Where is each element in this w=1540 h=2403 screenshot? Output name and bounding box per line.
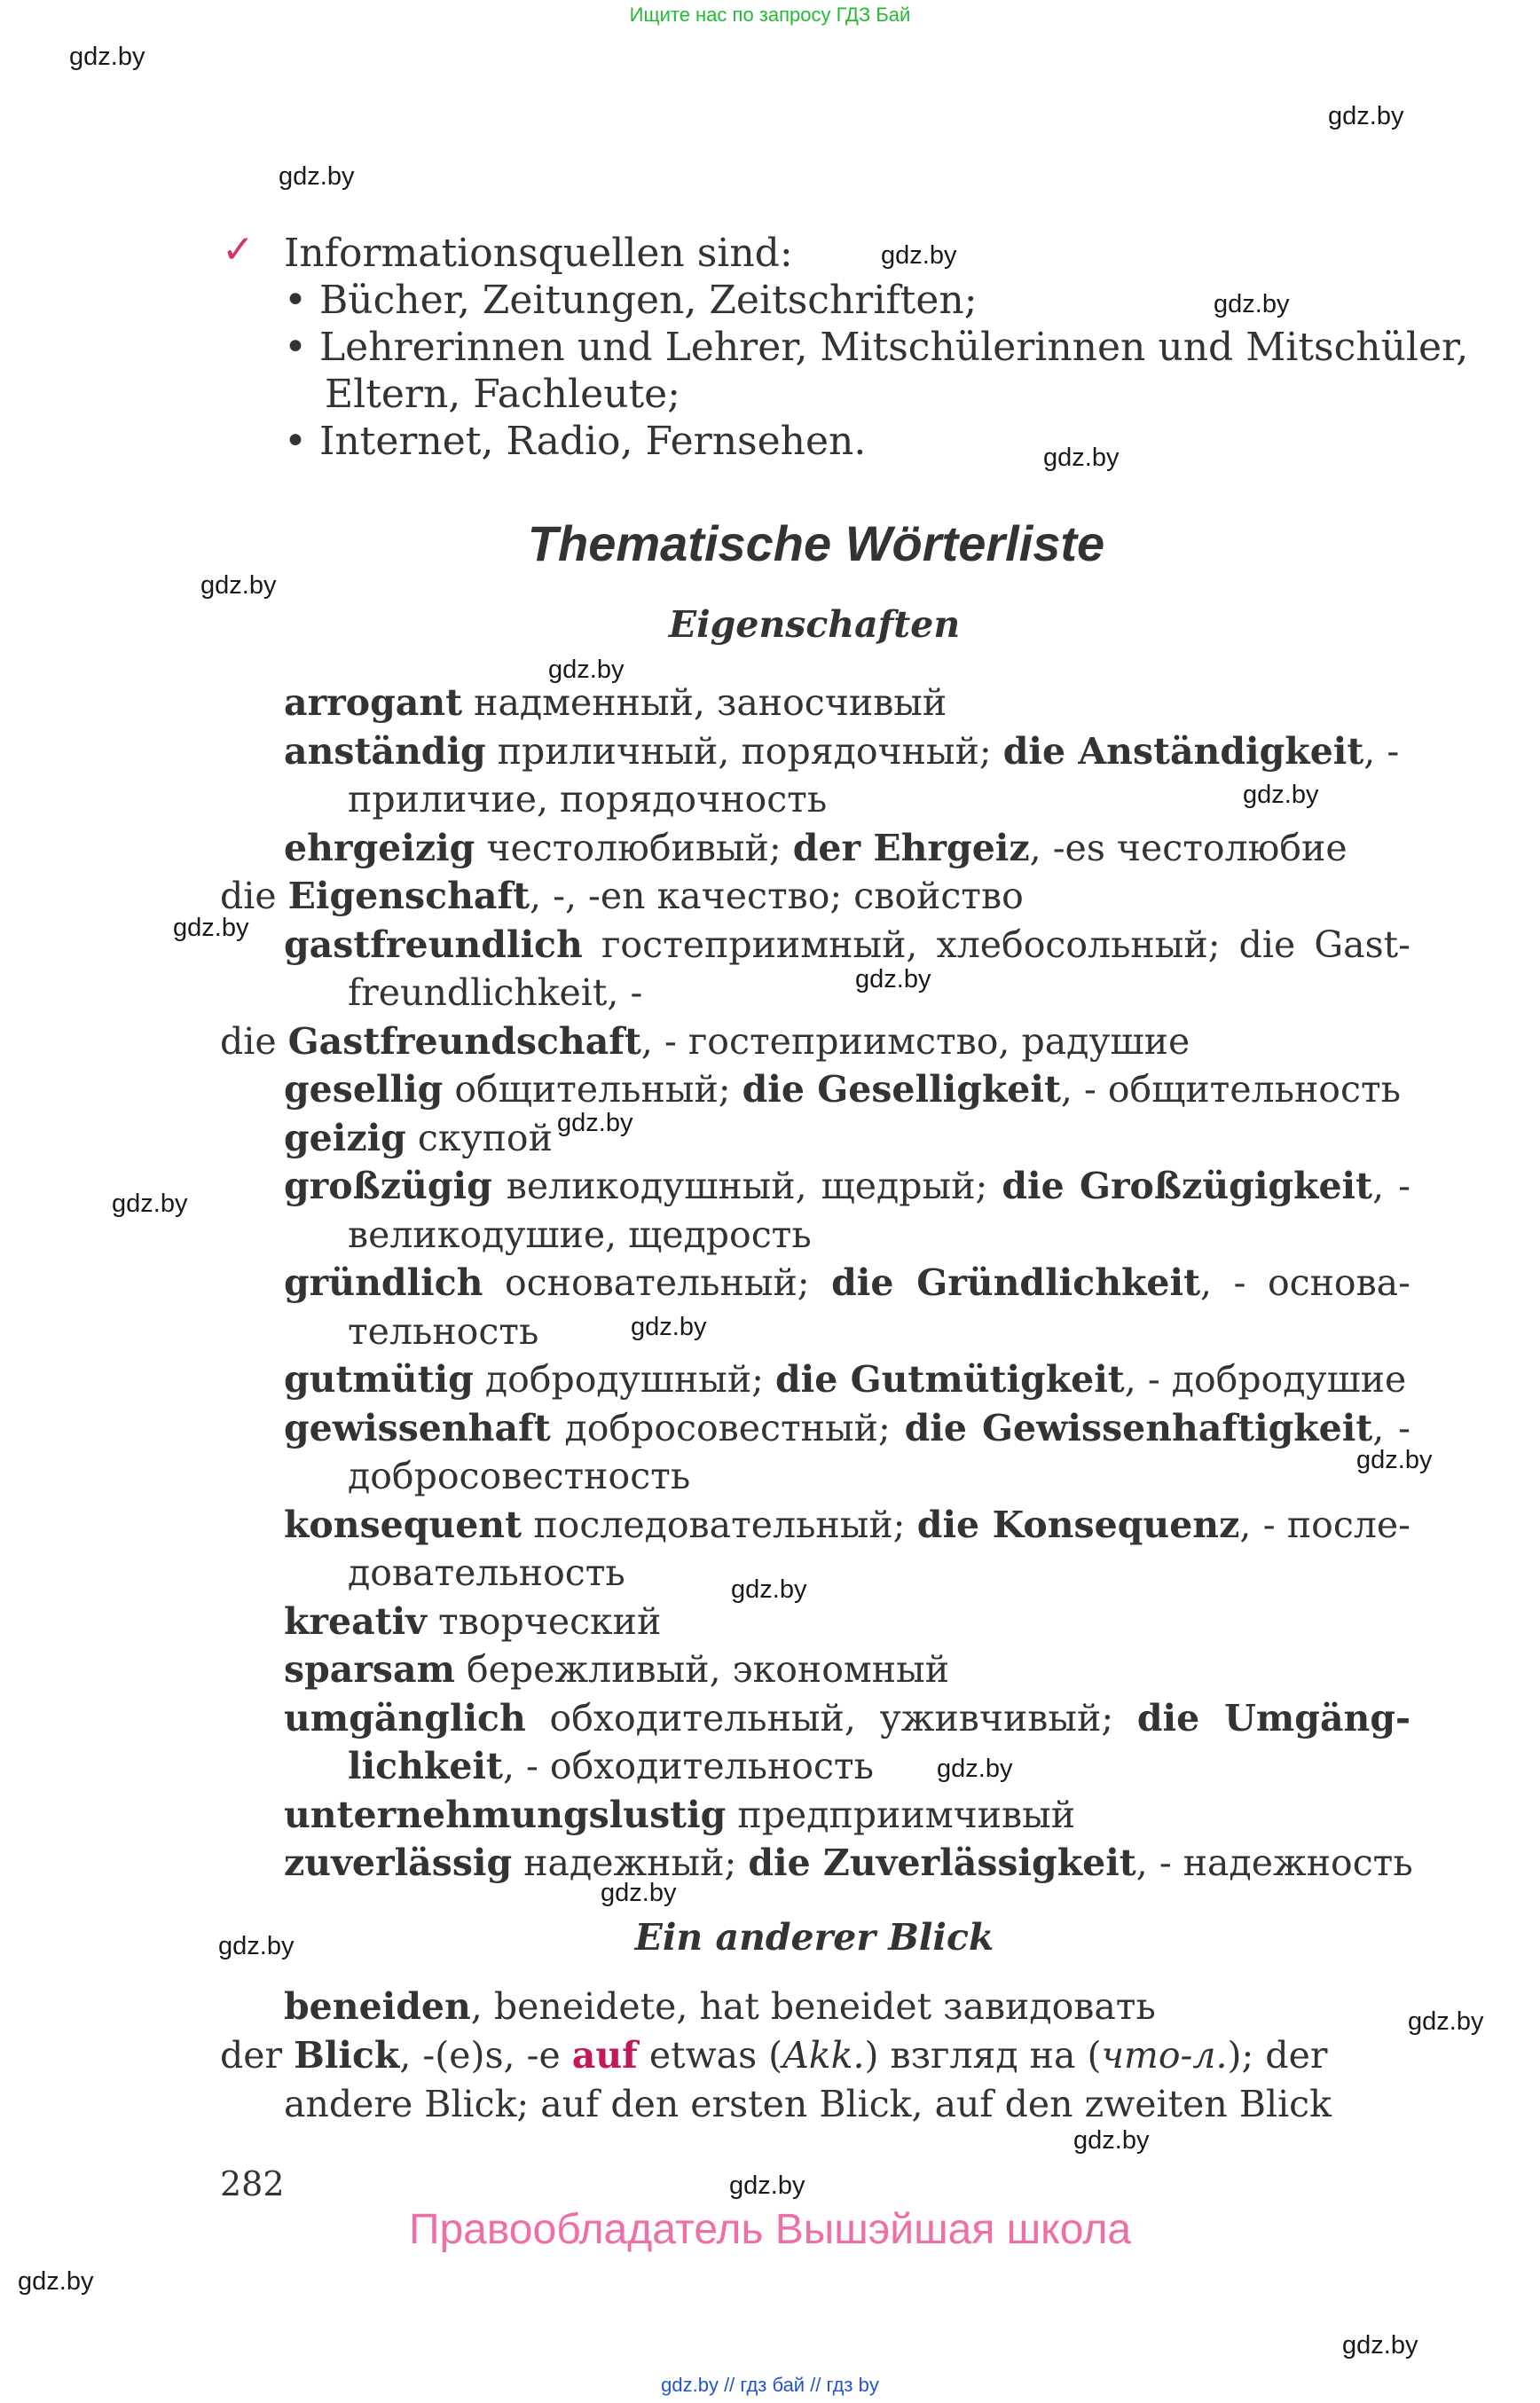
watermark: gdz.by [173, 914, 249, 942]
entry-blick [220, 2031, 1328, 2079]
headword-noun: die Zuverlässigkeit [748, 1842, 1136, 1884]
translation: общительный; [443, 1068, 742, 1111]
translation: довательность [348, 1551, 625, 1594]
entry-row [284, 1645, 949, 1693]
translation: великодушие, щедрость [348, 1213, 812, 1256]
entry-row [348, 1742, 874, 1790]
watermark: gdz.by [631, 1313, 707, 1341]
watermark: gdz.by [1342, 2331, 1418, 2360]
headword-noun: die Großzügigkeit [1002, 1165, 1373, 1207]
translation: бережливый, экономный [454, 1648, 950, 1691]
entry-row [348, 1549, 625, 1597]
translation: приличие, порядочность [348, 778, 828, 821]
text-italic: что-л. [1101, 2034, 1228, 2077]
text: etwas ( [637, 2034, 783, 2077]
entry-blick-cont: andere Blick; auf den ersten Blick, auf den zweiten Blick [284, 2083, 1332, 2125]
grammar: , - после- [1239, 1504, 1410, 1546]
translation: гостеприимный, хлебосольный; die Gast- [582, 923, 1410, 966]
entry-row [284, 1404, 1410, 1452]
headword-noun: die Anständigkeit [1002, 730, 1364, 773]
watermark: gdz.by [112, 1190, 188, 1218]
entry-row [348, 1452, 690, 1500]
headword: gewissenhaft [284, 1407, 551, 1449]
headword: arrogant [284, 681, 463, 724]
headword: lichkeit [348, 1745, 503, 1787]
entry-row [220, 872, 1024, 920]
headword: zuverlässig [284, 1842, 513, 1884]
watermark: gdz.by [1214, 290, 1290, 318]
entry-row [284, 1065, 1401, 1113]
grammar: , - надежность [1135, 1842, 1413, 1884]
grammar: , - добродушие [1124, 1358, 1407, 1401]
translation: , -, -en качество; свойство [530, 875, 1024, 917]
translation: основательный; [483, 1261, 832, 1304]
headword: gründlich [284, 1261, 483, 1304]
headword: kreativ [284, 1600, 427, 1643]
translation: добросовестность [348, 1455, 691, 1497]
translation: обходительный, уживчивый; [525, 1697, 1137, 1739]
headword: anständig [284, 730, 486, 773]
entry-row [284, 921, 1410, 969]
page-number: 282 [220, 2164, 285, 2203]
entry-row [348, 1308, 538, 1355]
entry-row [284, 727, 1399, 775]
entry-row [284, 1598, 661, 1645]
translation: надежный; [512, 1842, 749, 1884]
translation: тельность [348, 1310, 539, 1353]
watermark: gdz.by [729, 2171, 805, 2200]
watermark: gdz.by [731, 1575, 807, 1604]
footer-copyright: Правообладатель Вышэйшая школа [408, 2206, 1132, 2253]
checkmark-icon: ✓ [222, 227, 255, 272]
headword: beneiden [284, 1985, 471, 2028]
entry-row [284, 824, 1348, 872]
section-heading-eigenschaften: Eigenschaften [668, 603, 961, 646]
translation: , - обходительность [502, 1745, 874, 1787]
case-label: Akk. [782, 2034, 865, 2077]
entry-row [220, 1017, 1190, 1065]
entry-row [348, 1211, 812, 1259]
grammar: , - основа- [1200, 1261, 1410, 1304]
watermark: gdz.by [601, 1879, 677, 1907]
article: der [220, 2034, 295, 2077]
grammar: , - [1372, 1165, 1410, 1207]
headword: sparsam [284, 1648, 455, 1691]
headword: unternehmungslustig [284, 1794, 727, 1836]
headword: konsequent [284, 1504, 522, 1546]
translation: , beneidete, hat beneidet завидовать [470, 1985, 1156, 2028]
headword: gutmütig [284, 1358, 474, 1401]
headword: Gastfreundschaft [287, 1020, 641, 1063]
watermark: gdz.by [548, 656, 625, 684]
top-banner[interactable]: Ищите нас по запросу ГДЗ Бай [629, 4, 911, 26]
translation: добродушный; [473, 1358, 775, 1401]
info-item: • Internet, Radio, Fernsehen. [284, 419, 867, 464]
watermark: gdz.by [1243, 781, 1319, 809]
watermark: gdz.by [279, 162, 355, 191]
watermark: gdz.by [855, 965, 931, 993]
entry-row [284, 1791, 1075, 1839]
watermark: gdz.by [1043, 444, 1120, 472]
watermark: gdz.by [1408, 2007, 1484, 2036]
watermark: gdz.by [1073, 2126, 1150, 2155]
translation: честолюбивый; [475, 827, 793, 869]
translation: добросовестный; [550, 1407, 905, 1449]
article: die [220, 875, 288, 917]
headword-noun: der Ehrgeiz [792, 827, 1030, 869]
translation: , - гостеприимство, радушие [640, 1020, 1190, 1063]
translation: скупой [405, 1117, 553, 1159]
grammar: , - [1363, 730, 1400, 773]
text: ); der [1227, 2034, 1328, 2077]
headword: großzügig [284, 1165, 492, 1207]
headword-noun: die Gründlichkeit [831, 1261, 1201, 1304]
watermark: gdz.by [218, 1932, 295, 1960]
entry-row [284, 1114, 553, 1162]
grammar: , -(e)s, -e [399, 2034, 572, 2077]
watermark: gdz.by [881, 241, 957, 270]
translation: великодушный, щедрый; [491, 1165, 1002, 1207]
headword: ehrgeizig [284, 827, 475, 869]
entry-row [284, 1694, 1410, 1742]
entry-row [284, 679, 947, 726]
info-item: • Lehrerinnen und Lehrer, Mitschülerinnen und Mitschüler, [284, 325, 1469, 370]
section-heading-blick: Ein anderer Blick [634, 1916, 994, 1959]
entry-row [284, 1259, 1410, 1307]
entry-row [284, 1162, 1410, 1210]
watermark: gdz.by [937, 1755, 1013, 1783]
watermark: gdz.by [557, 1109, 633, 1137]
headword: geizig [284, 1117, 406, 1159]
headword: gesellig [284, 1068, 444, 1111]
headword-noun: die Gutmütigkeit [775, 1358, 1125, 1401]
headword: Blick [294, 2034, 400, 2077]
entry-row [348, 969, 642, 1017]
watermark: gdz.by [200, 571, 277, 600]
entry-beneiden [284, 1983, 1156, 2030]
entry-row [284, 1501, 1410, 1549]
grammar: , - [1372, 1407, 1410, 1449]
bottom-links[interactable]: gdz.by // гдз бай // гдз by [661, 2374, 879, 2396]
watermark: gdz.by [69, 43, 145, 71]
info-item: Eltern, Fachleute; [325, 372, 681, 417]
entry-row [284, 1839, 1413, 1887]
headword-noun: die Geselligkeit [742, 1068, 1061, 1111]
grammar: , - общительность [1060, 1068, 1401, 1111]
translation: приличный, порядочный; [485, 730, 1003, 773]
headword: gastfreundlich [284, 923, 583, 966]
translation: творческий [427, 1600, 662, 1643]
translation: последовательный; [522, 1504, 917, 1546]
translation: предприимчивый [726, 1794, 1076, 1836]
info-heading: Informationsquellen sind: [284, 231, 793, 276]
watermark: gdz.by [1356, 1446, 1433, 1474]
headword: Eigenschaft [287, 875, 530, 917]
watermark: gdz.by [1328, 102, 1404, 130]
entry-row [348, 775, 827, 823]
headword-noun: die Konsequenz [916, 1504, 1240, 1546]
info-item: • Bücher, Zeitungen, Zeitschriften; [284, 278, 978, 323]
grammar: , -es честолюбие [1029, 827, 1348, 869]
preposition-highlight: auf [571, 2034, 638, 2077]
headword-noun: die Gewissenhaftigkeit [904, 1407, 1373, 1449]
watermark: gdz.by [18, 2267, 94, 2296]
headword: umgänglich [284, 1697, 526, 1739]
entry-row [284, 1355, 1406, 1403]
page-title: Thematische Wörterliste [527, 515, 1105, 571]
translation: надменный, заносчивый [462, 681, 947, 724]
article: die [220, 1020, 288, 1063]
translation: freundlichkeit, - [348, 971, 643, 1014]
headword-noun: die Umgäng- [1136, 1697, 1410, 1739]
text: ) взгляд на ( [864, 2034, 1102, 2077]
